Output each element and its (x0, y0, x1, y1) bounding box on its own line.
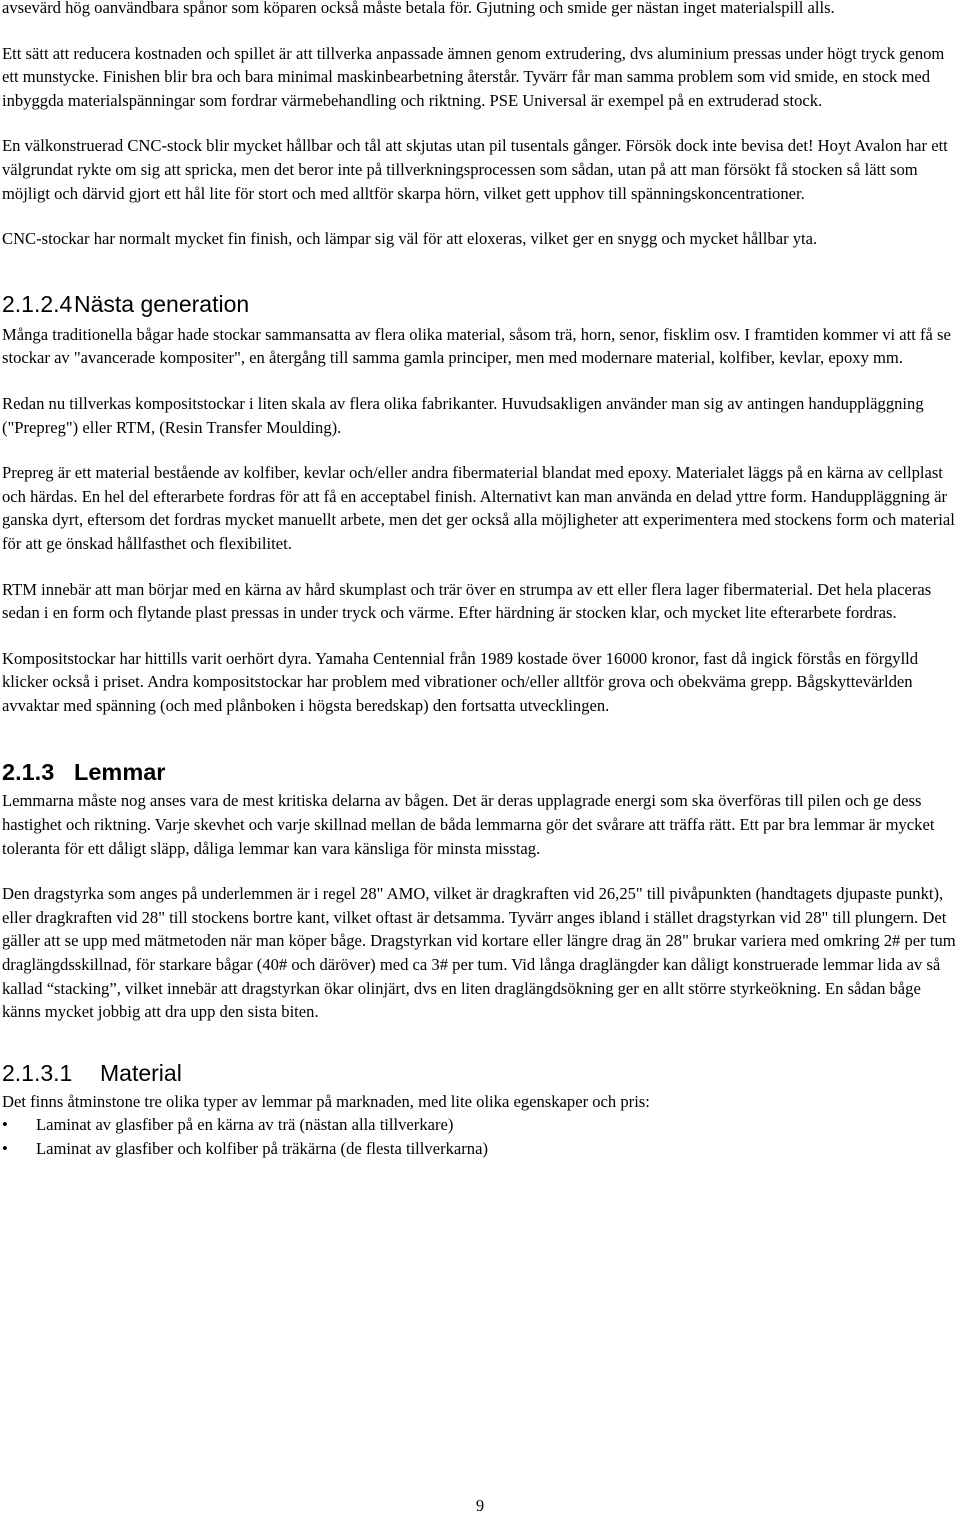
paragraph: avsevärd hög oanvändbara spånor som köparen också måste betala för. Gjutning och smide ger nästan inget materialspill alls. (2, 0, 835, 17)
paragraph: Den dragstyrka som anges på underlemmen är i regel 28" AMO, vilket är dragkraften vid 26,25" till pivåpunkten (handtagets djupaste punkt), eller dragkraften vid 28" till stockens bortre kant, vilket oftast är detsamma. Tyvärr anges ibland i stället dragstyrkan vid 28" till plungern. Det gäller att se upp med mätmetoden när man köper båge. Dragstyrkan vid kortare eller längre drag än 28" brukar variera med omkring 2# per tum draglängdsskillnad, för starkare bågar (40# och däröver) med ca 3# per tum. Vid långa draglängder kan dåligt konstruerade lemmar lida av så kallad “stacking”, vilket innebär att dragstyrkan ökar olinjärt, dvs en liten draglängdsökning ger en allt större styrkeökning. En sådan båge känns mycket jobbig att dra upp den sista biten. (2, 884, 956, 1022)
paragraph: Prepreg är ett material bestående av kolfiber, kevlar och/eller andra fibermaterial blandat med epoxy. Materialet läggs på en kärna av cellplast och härdas. En hel del efterarbete fordras för att få en acceptabel finish. Alternativt kan man använda en delad yttre form. Handuppläggning är ganska dyrt, eftersom det fordras mycket manuellt arbete, men det ger också alla möjligheter att experimentera med stockens form och material för att ge önskad hållfasthet och flexibilitet. (2, 463, 955, 553)
paragraph: Lemmarna måste nog anses vara de mest kritiska delarna av bågen. Det är deras upplagrade energi som ska överföras till pilen och ge dess hastighet och riktning. Varje skevhet och varje skillnad mellan de båda lemmarna gör det svårare att träffa rätt. Ett par bra lemmar är mycket toleranta för ett dåligt släpp, dåliga lemmar kan vara känsliga för minsta misstag. (2, 791, 935, 858)
bullet-icon: • (2, 1139, 8, 1158)
section-title: Nästa generation (74, 290, 250, 317)
section-title: Material (100, 1059, 182, 1086)
paragraph: Kompositstockar har hittills varit oerhört dyra. Yamaha Centennial från 1989 kostade över 16000 kronor, fast då ingick förstås en förgylld klicker också i priset. Andra kompositstockar har problem med vibrationer och/eller alltför grova och obekväma grepp. Bågskyttevärlden avvaktar med spänning (och med plånboken i högsta beredskap) den fortsatta utvecklingen. (2, 648, 919, 715)
paragraph: Redan nu tillverkas kompositstockar i liten skala av flera olika fabrikanter. Huvudsakligen använder man sig av antingen handuppläggning ("Prepreg") eller RTM, (Resin Transfer Moulding). (2, 393, 924, 437)
bullet-icon: • (2, 1115, 8, 1135)
paragraph: En välkonstruerad CNC-stock blir mycket hållbar och tål att skjutas utan pil tusentals gånger. Försök dock inte bevisa det! Hoyt Avalon har ett välgrundat rykte om sig att spricka, men det beror inte på tillverkningsprocessen som sådan, utan på att man försökt få stocken så lätt som möjligt och därvid gjort ett hål lite för stort och med alltför skarpa hörn, vilket gett upphov till spänningskoncentrationer. (2, 136, 948, 203)
section-number: 2.1.2.4 (2, 290, 73, 317)
paragraph: Ett sätt att reducera kostnaden och spillet är att tillverka anpassade ämnen genom extrudering, dvs aluminium pressas under högt tryck genom ett munstycke. Finishen blir bra och bara minimal maskinbearbetning återstår. Tyvärr får man samma problem som vid smide, en stock med inbyggda materialspänningar som fordrar värmebehandling och riktning. PSE Universal är exempel på en extruderad stock. (2, 43, 945, 110)
list-item (2, 1137, 958, 1161)
paragraph: CNC-stockar har normalt mycket fin finish, och lämpar sig väl för att eloxeras, vilket ger en snygg och mycket hållbar yta. (2, 229, 818, 249)
section-heading-next-generation (2, 289, 958, 319)
section-title: Lemmar (74, 759, 166, 786)
section-number: 2.1.3 (2, 759, 55, 786)
paragraph: Många traditionella bågar hade stockar sammansatta av flera olika material, såsom trä, horn, senor, fisklim osv. I framtiden kommer vi att få se stockar av "avancerade kompositer", en återgång till samma gamla principer, men med modernare material, kolfiber, kevlar, epoxy mm. (2, 324, 951, 368)
page-number: 9 (475, 1496, 485, 1515)
section-heading-material (2, 1058, 958, 1088)
section-number: 2.1.3.1 (2, 1059, 73, 1086)
paragraph: RTM innebär att man börjar med en kärna av hård skumplast och trär över en strumpa av ett eller flera lager fibermaterial. Det hela placeras sedan i en form och flytande plast pressas in under tryck och värme. Efter härdning är stocken klar, och mycket lite efterarbete fordras. (2, 579, 932, 623)
section-heading-limbs (2, 757, 958, 787)
list-item (2, 1113, 958, 1137)
list-item-text: Laminat av glasfiber och kolfiber på träkärna (de flesta tillverkarna) (36, 1139, 488, 1158)
bullet-list (2, 1113, 958, 1160)
paragraph: Det finns åtminstone tre olika typer av lemmar på marknaden, med lite olika egenskaper och pris: (2, 1091, 650, 1111)
list-item-text: Laminat av glasfiber på en kärna av trä (nästan alla tillverkare) (36, 1115, 454, 1135)
